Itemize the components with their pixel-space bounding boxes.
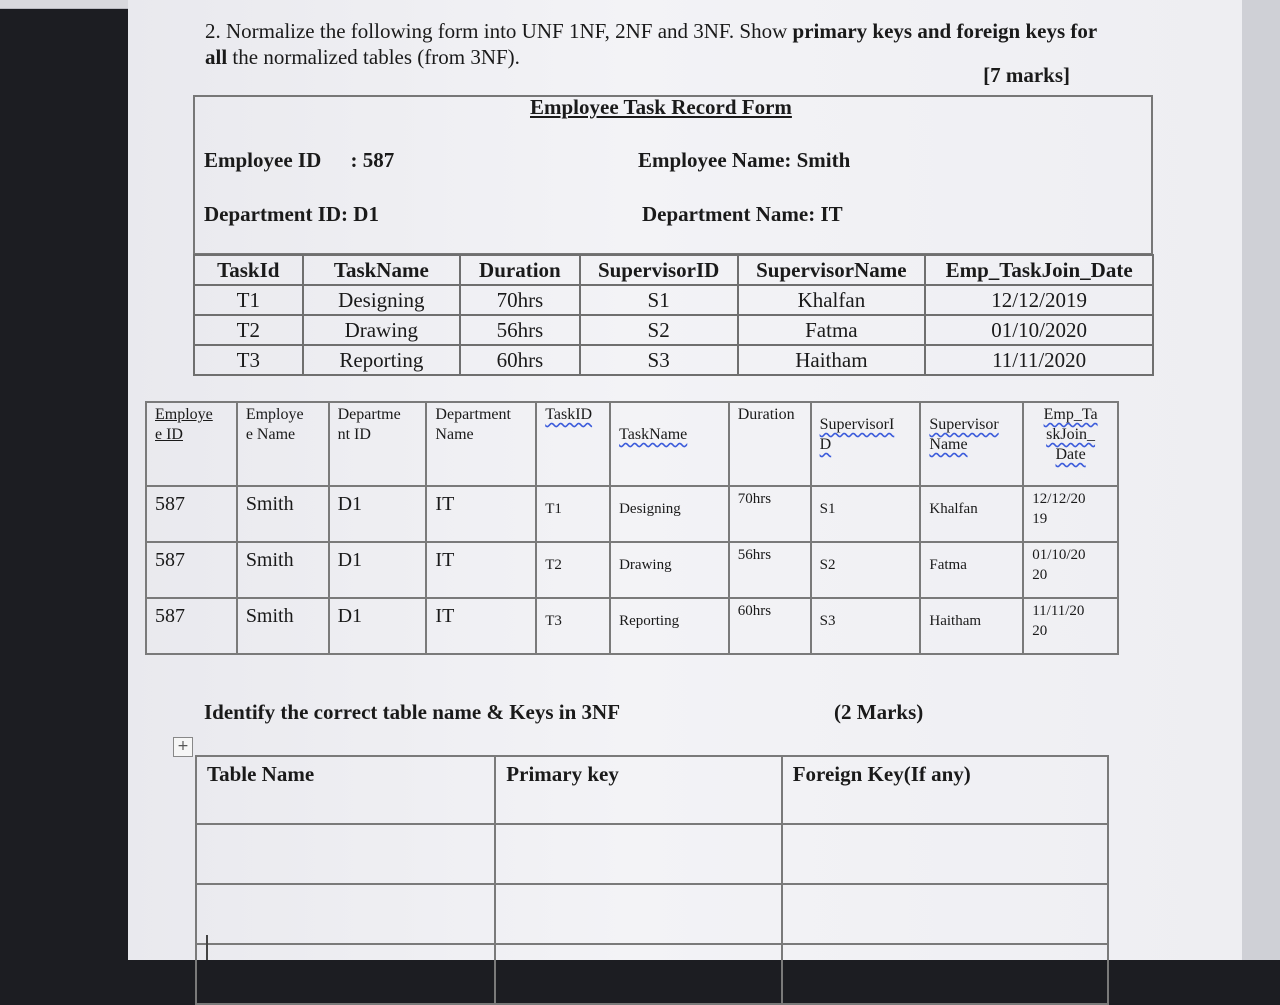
unf-header-cell[interactable]: SupervisorI D [811, 402, 921, 486]
task-header-cell: TaskName [303, 255, 460, 285]
unf-table[interactable] [145, 401, 1119, 655]
table-cell[interactable]: Smith [237, 598, 329, 654]
table-cell[interactable]: 587 [146, 598, 237, 654]
question-text: 2. Normalize the following form into UNF 1NF, 2NF and 3NF. Show primary keys and foreign keys for all the normalized tables (from 3NF). [7 marks] [205, 19, 1097, 87]
table-cell[interactable]: Designing [610, 486, 729, 542]
employee-id-field: Employee ID ﾠ: 587 [204, 148, 395, 172]
table-cell[interactable]: T3 [536, 598, 610, 654]
spellcheck-mark-icon: ﾠ [337, 156, 351, 171]
unf-header-cell[interactable]: Employe e Name [237, 402, 329, 486]
table-cell: 70hrs [460, 285, 580, 315]
identify-marks: (2 Marks) [834, 700, 924, 724]
table-cell[interactable]: Khalfan [920, 486, 1023, 542]
department-name-field: Department Name: IT [642, 202, 843, 226]
form-title: Employee Task Record Form [530, 95, 792, 119]
table-cell: Fatma [738, 315, 926, 345]
table-cell: S3 [580, 345, 738, 375]
unf-header-cell[interactable]: Emp_Ta skJoin_ Date [1023, 402, 1118, 486]
table-cell: Khalfan [738, 285, 926, 315]
table-cell[interactable]: Haitham [920, 598, 1023, 654]
table-cell[interactable]: D1 [329, 598, 427, 654]
keys-header-cell[interactable]: Primary key [495, 756, 781, 824]
keys-header-cell[interactable]: Table Name [196, 756, 495, 824]
task-table [193, 254, 1154, 376]
table-cell[interactable]: T2 [536, 542, 610, 598]
unf-header-cell[interactable]: Supervisor Name [920, 402, 1023, 486]
table-cell[interactable]: D1 [329, 486, 427, 542]
unf-header-cell[interactable]: Employe e ID [146, 402, 237, 486]
table-cell[interactable]: IT [426, 486, 536, 542]
table-cell[interactable]: Drawing [610, 542, 729, 598]
text-cursor [206, 935, 208, 960]
table-row [146, 486, 1118, 542]
unf-header-cell[interactable]: TaskName [610, 402, 729, 486]
table-cell[interactable]: S2 [811, 542, 921, 598]
table-cell[interactable]: 01/10/20 20 [1023, 542, 1118, 598]
table-cell[interactable]: D1 [329, 542, 427, 598]
empty-cell[interactable] [495, 944, 781, 1004]
task-header-cell: SupervisorID [580, 255, 738, 285]
table-cell: S2 [580, 315, 738, 345]
table-cell: 11/11/2020 [925, 345, 1153, 375]
keys-table-header [196, 756, 1108, 824]
unf-header-cell[interactable]: TaskID [536, 402, 610, 486]
table-cell[interactable]: Fatma [920, 542, 1023, 598]
table-cell: 01/10/2020 [925, 315, 1153, 345]
table-cell[interactable]: 587 [146, 486, 237, 542]
empty-cell[interactable] [196, 884, 495, 944]
empty-cell[interactable] [782, 884, 1108, 944]
table-cell: Designing [303, 285, 460, 315]
table-row [194, 285, 1153, 315]
unf-table-header [146, 402, 1118, 486]
table-cell[interactable]: S1 [811, 486, 921, 542]
table-cell[interactable]: IT [426, 542, 536, 598]
table-cell: Drawing [303, 315, 460, 345]
table-cell: S1 [580, 285, 738, 315]
table-row [196, 824, 1108, 884]
employee-name-field: Employee Name: Smith [638, 148, 851, 172]
table-cell: Haitham [738, 345, 926, 375]
table-cell: T3 [194, 345, 303, 375]
empty-cell[interactable] [495, 884, 781, 944]
table-cell[interactable]: 12/12/20 19 [1023, 486, 1118, 542]
unf-header-cell[interactable]: Duration [729, 402, 811, 486]
task-table-header [194, 255, 1153, 285]
empty-cell[interactable] [495, 824, 781, 884]
table-cell[interactable]: 11/11/20 20 [1023, 598, 1118, 654]
table-cell[interactable]: Reporting [610, 598, 729, 654]
table-row [196, 884, 1108, 944]
unf-header-cell[interactable]: Department Name [426, 402, 536, 486]
table-move-handle-icon[interactable]: + [173, 737, 193, 757]
table-row [146, 598, 1118, 654]
department-id-field: Department ID: D1 [204, 202, 379, 226]
task-header-cell: Emp_TaskJoin_Date [925, 255, 1153, 285]
table-row [194, 345, 1153, 375]
table-row [196, 944, 1108, 1004]
table-cell: T2 [194, 315, 303, 345]
table-cell[interactable]: IT [426, 598, 536, 654]
task-header-cell: Duration [460, 255, 580, 285]
table-cell: 12/12/2019 [925, 285, 1153, 315]
table-cell[interactable]: 56hrs [729, 542, 811, 598]
empty-cell[interactable] [196, 944, 495, 1004]
table-cell[interactable]: T1 [536, 486, 610, 542]
unf-header-cell[interactable]: Departme nt ID [329, 402, 427, 486]
page-margin-right [1242, 0, 1280, 960]
table-cell[interactable]: 60hrs [729, 598, 811, 654]
keys-table[interactable] [195, 755, 1109, 1005]
empty-cell[interactable] [782, 944, 1108, 1004]
table-row [194, 315, 1153, 345]
table-cell[interactable]: Smith [237, 542, 329, 598]
identify-instruction: Identify the correct table name & Keys in 3NF [204, 700, 621, 724]
table-cell[interactable]: S3 [811, 598, 921, 654]
table-row [146, 542, 1118, 598]
keys-header-cell[interactable]: Foreign Key(If any) [782, 756, 1108, 824]
table-cell[interactable]: 70hrs [729, 486, 811, 542]
table-cell: T1 [194, 285, 303, 315]
task-header-cell: SupervisorName [738, 255, 926, 285]
empty-cell[interactable] [196, 824, 495, 884]
empty-cell[interactable] [782, 824, 1108, 884]
table-cell[interactable]: 587 [146, 542, 237, 598]
table-cell: 56hrs [460, 315, 580, 345]
table-cell: Reporting [303, 345, 460, 375]
table-cell: 60hrs [460, 345, 580, 375]
question-marks: [7 marks] [983, 63, 1070, 87]
table-cell[interactable]: Smith [237, 486, 329, 542]
task-header-cell: TaskId [194, 255, 303, 285]
